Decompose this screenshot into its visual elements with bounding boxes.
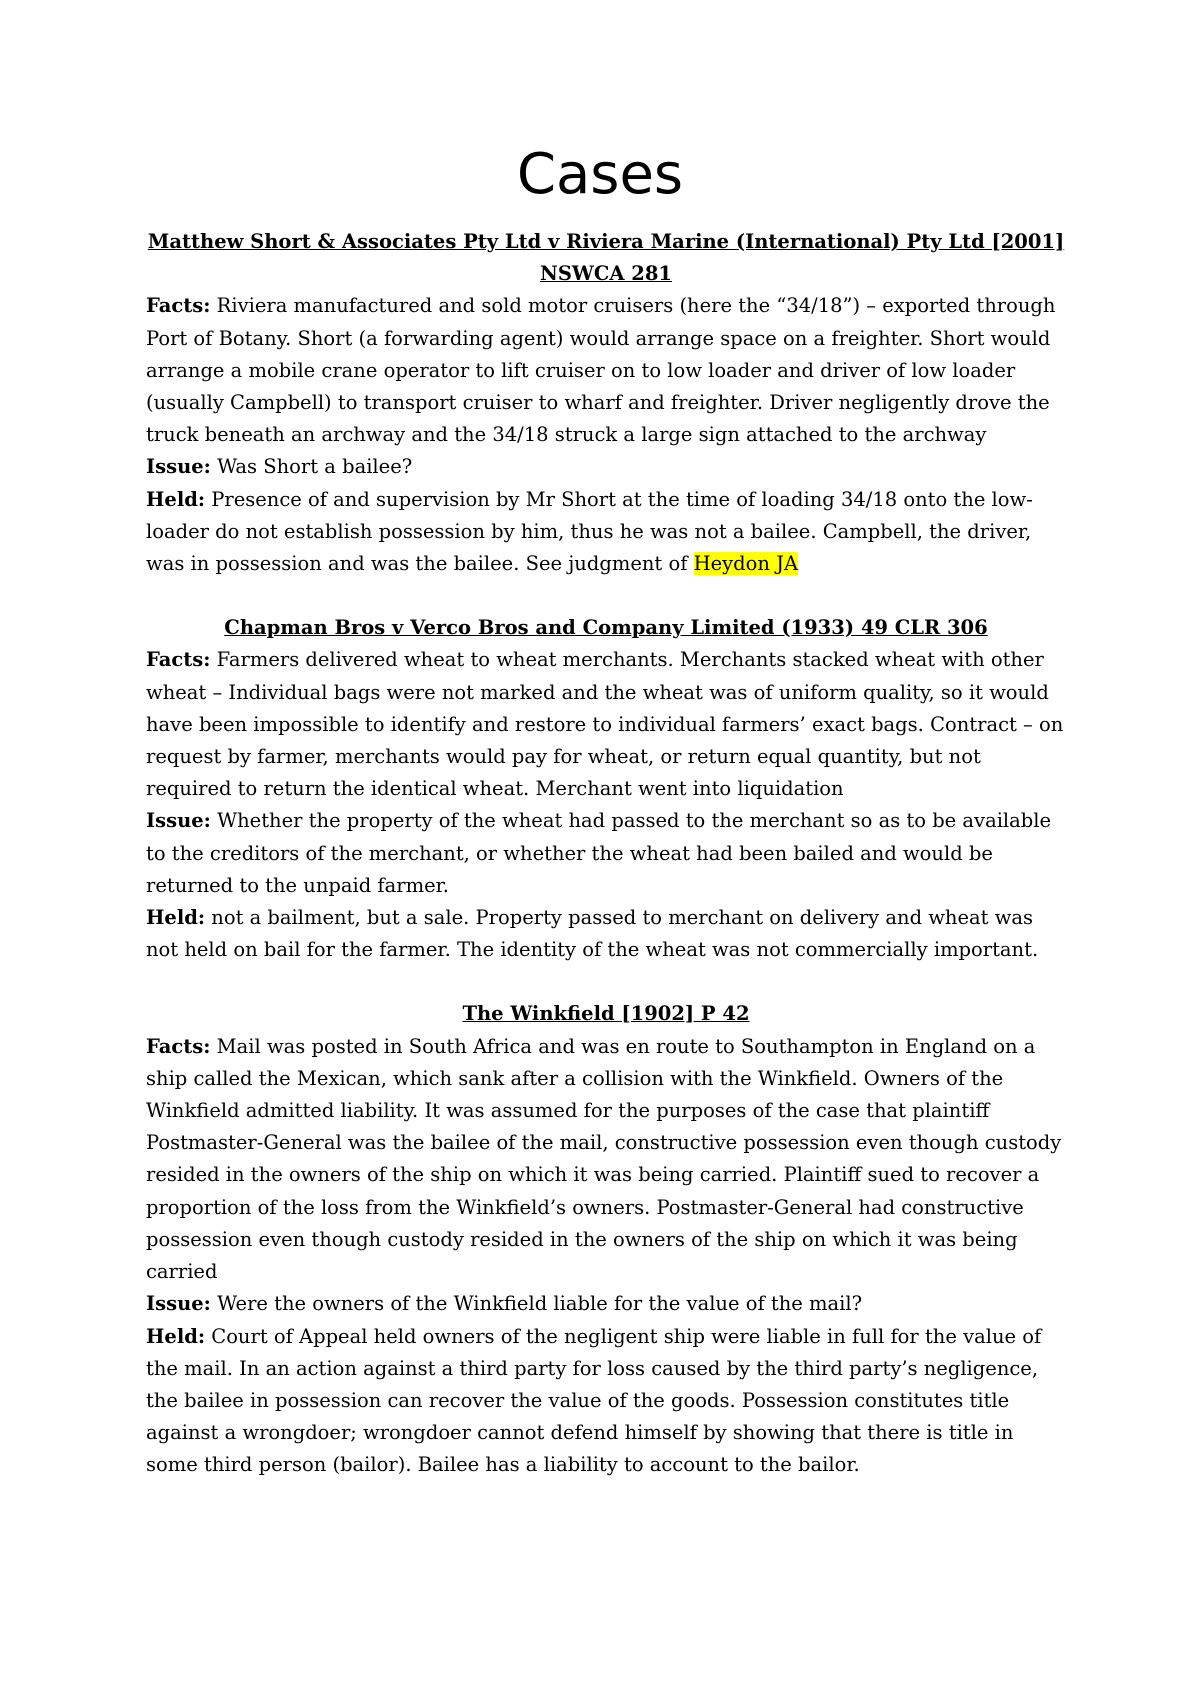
- highlighted-judge-name: Heydon JA: [693, 552, 799, 576]
- page-title: Cases: [516, 142, 684, 207]
- issue-text: Were the owners of the Winkfield liable for the value of the mail?: [210, 1292, 863, 1316]
- facts-label: Facts:: [146, 1034, 211, 1058]
- case-heading: Chapman Bros v Verco Bros and Company Limited (1933) 49 CLR 306: [224, 616, 988, 640]
- case-issue: [146, 1288, 1066, 1320]
- held-label: Held:: [146, 1324, 206, 1348]
- cases-body: [146, 226, 1066, 1482]
- held-label: Held:: [146, 487, 206, 511]
- case-heading: Matthew Short & Associates Pty Ltd v Riviera Marine (International) Pty Ltd [2001] NSWCA 281: [147, 230, 1065, 286]
- case-facts: [146, 1031, 1066, 1289]
- case-held: [146, 1321, 1066, 1482]
- case-facts: [146, 290, 1066, 451]
- held-text: not a bailment, but a sale. Property passed to merchant on delivery and wheat was not held on bail for the farmer. The identity of the wheat was not commercially important.: [146, 906, 1039, 962]
- issue-text: Was Short a bailee?: [210, 455, 413, 479]
- issue-label: Issue:: [146, 809, 211, 833]
- facts-label: Facts:: [146, 648, 211, 672]
- case-section: [146, 998, 1066, 1481]
- issue-label: Issue:: [146, 455, 211, 479]
- case-section: [146, 226, 1066, 580]
- facts-label: Facts:: [146, 294, 211, 318]
- case-heading: The Winkfield [1902] P 42: [462, 1002, 750, 1026]
- facts-text: Farmers delivered wheat to wheat merchants. Merchants stacked wheat with other wheat – Individual bags were not marked and the wheat was of uniform quality, so it would have been impossible to identify and restore to individual farmers’ exact bags. Contract – on request by farmer, merchants would pay for wheat, or return equal quantity, but not required to return the identical wheat. Merchant went into liquidation: [146, 648, 1064, 801]
- case-section: [146, 612, 1066, 966]
- issue-text: Whether the property of the wheat had passed to the merchant so as to be available to the creditors of the merchant, or whether the wheat had been bailed and would be returned to the unpaid farmer.: [146, 809, 1052, 897]
- held-label: Held:: [146, 906, 206, 930]
- facts-text: Mail was posted in South Africa and was en route to Southampton in England on a ship called the Mexican, which sank after a collision with the Winkfield. Owners of the Winkfield admitted liability. It was assumed for the purposes of the case that plaintiff Postmaster-General was the bailee of the mail, constructive possession even though custody resided in the owners of the ship on which it was being carried. Plaintiff sued to recover a proportion of the loss from the Winkfield’s owners. Postmaster-General had constructive possession even though custody resided in the owners of the ship on which it was being carried: [146, 1034, 1062, 1284]
- issue-label: Issue:: [146, 1292, 211, 1316]
- held-text: Court of Appeal held owners of the negligent ship were liable in full for the value of the mail. In an action against a third party for loss caused by the third party’s negligence, the bailee in possession can recover the value of the goods. Possession constitutes title against a wrongdoer; wrongdoer cannot defend himself by showing that there is title in some third person (bailor). Bailee has a liability to account to the bailor.: [146, 1324, 1042, 1477]
- case-held: [146, 902, 1066, 966]
- case-facts: [146, 644, 1066, 805]
- facts-text: Riviera manufactured and sold motor cruisers (here the “34/18”) – exported through Port of Botany. Short (a forwarding agent) would arrange space on a freighter. Short would arrange a mobile crane operator to lift cruiser on to low loader and driver of low loader (usually Campbell) to transport cruiser to wharf and freighter. Driver negligently drove the truck beneath an archway and the 34/18 struck a large sign attached to the archway: [146, 294, 1056, 447]
- case-held: [146, 484, 1066, 581]
- case-issue: [146, 451, 1066, 483]
- held-text: Presence of and supervision by Mr Short at the time of loading 34/18 onto the low-loader do not establish possession by him, thus he was not a bailee. Campbell, the driver, was in possession and was the bailee. See judgment of: [146, 487, 1033, 576]
- case-issue: [146, 805, 1066, 902]
